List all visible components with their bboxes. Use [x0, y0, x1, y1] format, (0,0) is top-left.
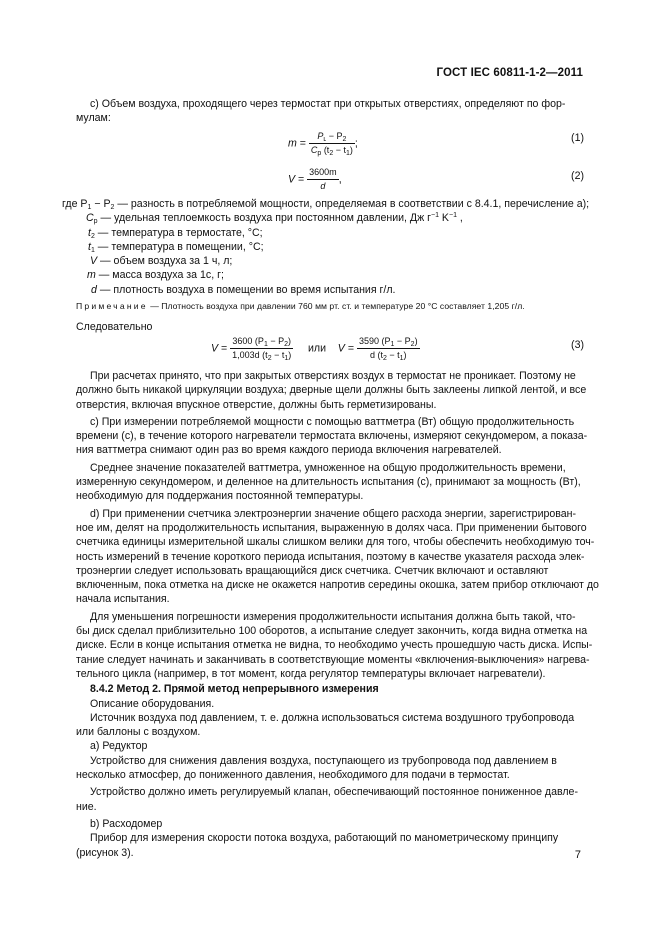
definitions-list: [62, 197, 590, 297]
paragraph: Источник воздуха под давлением, т. е. должна использоваться система воздушного трубопровода или баллоны с воздухом.: [76, 711, 575, 739]
paragraph: Устройство для снижения давления воздуха, поступающего из трубопровода под давлением в несколько атмосфер, до пониженного давления, необходимого для подачи в термостат.: [76, 754, 557, 782]
definition-item: d — плотность воздуха в помещении во время испытания г/л.: [91, 283, 396, 296]
definition-item: где $P_1 - P_2$ — разность в потребляемой мощности, определяемая в соответствии с 8.4.1, перечисление a);: [62, 198, 590, 211]
list-item: a) Редуктор: [90, 740, 148, 753]
document-header: ГОСТ IEC 60811-1-2—2011: [436, 67, 583, 79]
paragraph: При расчетах принято, что при закрытых отверстиях воздух в термостат не проникает. Поэтому не должно быть никакой циркуляции воздуха; дверные щели должны быть заклеены липкой лентой, и все отверстия, включая впускное отверстие, должны быть герметизированы.: [76, 370, 587, 411]
definition-item: m — масса воздуха за 1с, г;: [87, 269, 224, 282]
definition-item: V — объем воздуха за 1 ч, л;: [90, 255, 233, 268]
note-text: — Плотность воздуха при давлении 760 мм рт. ст. и температуре 20 °C составляет 1,205 г/л.: [147, 301, 525, 311]
therefore-line: Следовательно: [76, 321, 153, 333]
equation-number: (2): [571, 170, 584, 182]
equation-number: (3): [571, 339, 584, 351]
eq3-fraction-2: $\frac{3590 (P_1 - P_2)}{d (t_2 - t_1)}$: [358, 336, 418, 362]
text-line: c) Объем воздуха, проходящего через термостат при открытых отверстиях, определяют по фор-: [90, 98, 566, 110]
definition-item: $C_p$ — удельная теплоемкость воздуха при постоянном давлении, Дж $г^{-1}$ $K^{-1}$ ,: [86, 212, 463, 226]
paragraph: Среднее значение показателей ваттметра, умноженное на общую продолжительность времени, измеренную секундомером, и деленное на длительность испытания (с), принимают за мощность (Вт), необходимую для поддержания постоянной температуры.: [76, 461, 581, 503]
body-text: [76, 369, 599, 860]
definition-item: $t_1$ — температура в помещении, °C;: [88, 240, 264, 254]
note: [76, 299, 584, 313]
eq2-lhs: V: [288, 173, 296, 186]
equation-number: (1): [571, 132, 584, 144]
paragraph: Прибор для измерения скорости потока воздуха, работающий по манометрическому принципу (рисунок 3).: [76, 832, 559, 859]
eq2-fraction: $\frac{3600m}{d}$: [309, 167, 337, 191]
note-label: Примечание: [76, 301, 148, 311]
page-number: 7: [574, 849, 581, 861]
eq1-fraction: $\frac{P_ʟ - P_2}{C_p (t_2 - t_1)}$: [310, 131, 353, 157]
paragraph: c) При измерении потребляемой мощности с помощью ваттметра (Вт) общую продолжительность времени (с), в течение которого нагреватели термостата включены, измеряют секундомером, а показа- ния ваттметра снимают один раз во время каждого периода включения нагревателей.: [76, 415, 588, 457]
eq3-fraction-1: $\frac{3600 (P_1 - P_2)}{1,003d (t_2 - t_1)}$: [232, 336, 292, 362]
paragraph: Устройство должно иметь регулируемый клапан, обеспечивающий постоянное пониженное давле- ние.: [76, 786, 578, 813]
intro-paragraph: [76, 97, 584, 126]
paragraph: Для уменьшения погрешности измерения продолжительности испытания должна быть такой, что- бы диск сделал приблизительно 100 оборотов, а испытание следует закончить, когда видна отметка на диске. Если в конце испытания отметка не видна, то необходимо учесть прошедшую часть диска. Испы- тание следует начинать и заканчивать в соответствующие моменты «включения-выключения» нагрева- тельного цикла (например, в тот момент, когда регулятор температуры включает нагреватели).: [76, 610, 593, 680]
definition-item: $t_2$ — температура в термостате, °C;: [88, 226, 263, 240]
eq1-lhs: m: [288, 137, 297, 150]
text-line: мулам:: [76, 112, 111, 125]
list-item: b) Расходомер: [90, 817, 163, 830]
or-word: или: [307, 342, 327, 355]
section-heading: 8.4.2 Метод 2. Прямой метод непрерывного измерения: [90, 683, 379, 696]
paragraph: Описание оборудования.: [90, 697, 215, 710]
paragraph: d) При применении счетчика электроэнергии значение общего расхода энергии, зарегистрирован- ное им, делят на продолжительность испытания, выраженную в долях часа. При применении бытового счетчика единицы измерительной шкалы слишком велики для того, чтобы обеспечить необходимую точ- ность измерений в течение короткого периода испытания, поэтому в качестве указателя расхода элек- троэнергии следует использовать вращающийся диск счетчика. Счетчик включают и оставляют включенным, пока отметка на диске не окажется напротив середины окошка, затем прибор отключают до начала испытания.: [76, 507, 599, 606]
